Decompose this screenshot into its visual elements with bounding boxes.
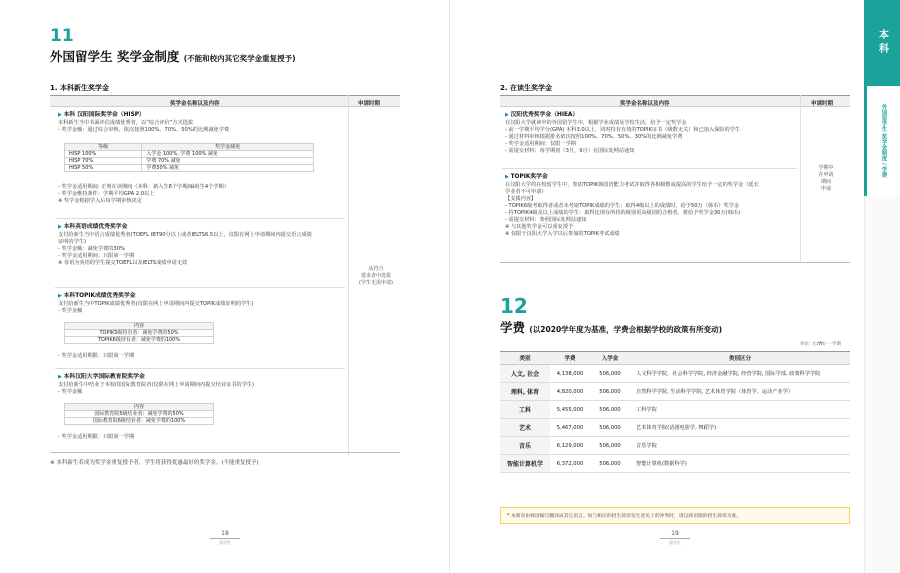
- table-cell: TOPIK6级持有者：减免学费的100%: [65, 337, 214, 344]
- subsection-title: 1. 本科新生奖学金: [50, 84, 109, 92]
- block-line: ※ 仅限于汉阳大学入学以后参加的TOPIK考试成绩: [505, 231, 620, 237]
- block-title: ▶ 本科英语成绩优秀奖学金: [58, 224, 343, 231]
- block-line: - 需提交材料：每学期初（3月，9月）在国际处网站通知: [505, 148, 635, 154]
- admission-cell: 506,000: [590, 437, 630, 455]
- col-header: 类别: [500, 352, 550, 365]
- table-cell: HISP 70%: [65, 158, 142, 165]
- category-cell: 理科, 体育: [500, 383, 550, 401]
- page-number-text: 18: [221, 530, 229, 537]
- admission-cell: 506,000: [590, 401, 630, 419]
- translation-note: * 本简章由韩语编写翻译成其它语言。如与相应的招生简章发生意见上的冲突时，请以韩语版的招生简章为准。: [500, 507, 850, 524]
- tab-undergraduate[interactable]: 本科: [864, 0, 900, 86]
- fee-cell: 4,820,000: [550, 383, 590, 401]
- scholarship-english: [58, 224, 343, 267]
- table-cell: HISP 100%: [65, 151, 142, 158]
- major-cell: 人文科学学院，社会科学学院, 经济金融学院, 经营学院, 国际学部, 政策科学学院: [630, 365, 850, 383]
- block-line: 支付给新生当中语言成绩优秀者(TOEFL IBT90分以上或者IELTS6.5以上，仅限在网上申请期间内提交语言成绩: [58, 232, 312, 238]
- tuition-table: [500, 351, 850, 473]
- table-row: [500, 401, 850, 419]
- tab-area: [864, 196, 900, 573]
- fee-cell: 6,129,000: [550, 437, 590, 455]
- scholarship-iie: [58, 374, 343, 396]
- block-title: ▶ 汉阳优秀奖学金（HIEA）: [505, 112, 795, 119]
- header-period: 申请时期: [811, 101, 834, 107]
- table-cell: TOPIK5级持有者：减免学费的50%: [65, 330, 214, 337]
- section-subtitle: (不能和校内其它奖学金重复授予): [183, 54, 296, 63]
- block-title: ▶ 本科TOPIK成绩优秀奖学金: [58, 293, 343, 300]
- page-number: [210, 530, 240, 546]
- block-line: - 奖学金适用期间：只限第一学期: [58, 253, 135, 259]
- table-header-row: [500, 352, 850, 365]
- block-line: - 奖学金适用期间：仅限一学期: [505, 141, 576, 147]
- page-label: 留学生: [210, 538, 240, 546]
- category-cell: 艺术: [500, 419, 550, 437]
- fee-cell: 5,467,000: [550, 419, 590, 437]
- apply-period-note: [352, 266, 400, 287]
- col-header: 类别区分: [630, 352, 850, 365]
- footnote: ※ 本科新生若成为奖学金重复授予者，学生将获得优惠最好的奖学金。(不能重复授予): [50, 460, 259, 466]
- table-header: [500, 95, 850, 107]
- major-cell: 音乐学院: [630, 437, 850, 455]
- col-header: 入学金: [590, 352, 630, 365]
- block-line: - 需提交材料：参照国际处网站通知: [505, 217, 587, 223]
- unit-label: 单位: 元(₩)/ 一学期: [800, 342, 841, 347]
- fee-cell: 5,455,000: [550, 401, 590, 419]
- apply-line: (学生无需申请): [359, 280, 393, 286]
- divider: [55, 368, 345, 369]
- apply-line: 从符合: [368, 266, 384, 272]
- block-line: 在汉阳大学就读中的外国留学生中，根据学业成绩及学校生活，给予一定奖学金: [505, 120, 687, 126]
- table-cell: 入学金 100%, 学费 100% 减免: [142, 151, 314, 158]
- section-title: [500, 318, 722, 336]
- block-line: - 奖学金适用期限：只限第一学期: [58, 353, 135, 359]
- block-line: ※ 与其他奖学金可以重复授予: [505, 224, 574, 230]
- block-line: - 奖学金额：减免学费的30%: [58, 246, 125, 252]
- major-cell: 艺术体育学院(话剧电影学, 舞蹈学): [630, 419, 850, 437]
- table-cell: 学费50% 减免: [142, 165, 314, 172]
- major-cell: 自然科学学院, 生活科学学院, 艺术体育学院（体育学，运动产业学）: [630, 383, 850, 401]
- scholarship-hisp: [58, 112, 343, 134]
- block-line: - 奖学金额: [58, 389, 83, 395]
- admission-cell: 506,000: [590, 365, 630, 383]
- apply-period-note: [802, 165, 850, 193]
- section-number: 12: [500, 294, 528, 318]
- section-title-text: 外国留学生 奖学金制度: [50, 49, 180, 64]
- col-header: 学费: [550, 352, 590, 365]
- col-header: 等级: [65, 144, 142, 151]
- fee-cell: 4,138,000: [550, 365, 590, 383]
- apply-line: 要求者中选拔: [360, 273, 391, 279]
- table-cell: 国际教育院6级结业者：减免学费的100%: [65, 418, 214, 425]
- fee-cell: 6,372,000: [550, 455, 590, 473]
- block-line: - TOPIK6级考取得者或者未考取TOPIK成绩的学生：取得4级以上的成绩时，给予50万（韩币）奖学金: [505, 203, 740, 209]
- block-line: - 奖学金额: [58, 308, 83, 314]
- table-row: [500, 383, 850, 401]
- block-line: - 通过材料审核根据排名依次按照100%、70%、50%、30%的比例减免学费: [505, 134, 683, 140]
- column-divider: [800, 95, 801, 263]
- block-line: - 前一学期平均学分(GPA) 本科3.0以上，同时持有有效的TOPIK证书（级数无关）和已加入保险的学生: [505, 127, 741, 133]
- table-row: [500, 437, 850, 455]
- block-title: ▶ TOPIK奖学金: [505, 174, 795, 181]
- category-cell: 人文, 社会: [500, 365, 550, 383]
- tab-scholarship-tuition[interactable]: 外国留学生 奖学金制度 / 学费: [864, 86, 900, 196]
- iie-notes: [58, 434, 343, 441]
- col-header: 奖学金减免: [142, 144, 314, 151]
- block-line: 支付给新生当中TOPIK成绩优秀者(仅限在网上申请期间内提交TOPIK成绩证明的学生): [58, 301, 254, 307]
- divider: [502, 168, 797, 169]
- block-line: - 奖学金额：通过综合审核，依次按照100%、70%、50%的比例减免学费: [58, 127, 230, 133]
- apply-line: 学期中: [818, 165, 834, 171]
- block-line: ※ 奖学金根据学入后每学期审核决定: [58, 198, 142, 204]
- scholarship-hiea: [505, 112, 795, 155]
- scholarship-topik: [58, 293, 343, 315]
- admission-cell: 506,000: [590, 419, 630, 437]
- table-cell: 国际教育院5级结业者：减免学费的50%: [65, 411, 214, 418]
- scholarship-topik-current: [505, 174, 795, 238]
- hisp-notes: [58, 184, 343, 205]
- apply-line: 申请: [820, 186, 831, 192]
- table-cell: 学费 70% 减免: [142, 158, 314, 165]
- topik-notes: [58, 353, 343, 360]
- divider: [55, 218, 345, 219]
- divider: [55, 287, 345, 288]
- block-line: 证明的学生): [58, 239, 86, 245]
- block-line: - 奖学金适用期间: 正规在读期间（本科：新入生8个学期/编组生4个学期）: [58, 184, 229, 190]
- block-line: - 奖学金维持条件：学期平均GPA 2.0以上: [58, 191, 155, 197]
- topik-table: [64, 322, 214, 344]
- column-divider: [348, 95, 349, 455]
- section-title: [50, 47, 296, 65]
- admission-cell: 506,000: [590, 455, 630, 473]
- hisp-table: [64, 143, 314, 172]
- apply-line: 期间: [820, 179, 831, 185]
- table-row: [500, 455, 850, 473]
- category-cell: 音乐: [500, 437, 550, 455]
- block-title: ▶ 本科汉阳大学国际教育院奖学金: [58, 374, 343, 381]
- iie-table: [64, 403, 214, 425]
- table-bottom: [500, 262, 850, 263]
- category-cell: 智能计算机学: [500, 455, 550, 473]
- major-cell: 智能计算机(数据科学): [630, 455, 850, 473]
- table-cell: HISP 50%: [65, 165, 142, 172]
- block-line: 【支援内容】: [505, 196, 537, 202]
- block-line: - 奖学金适用期限：只限第一学期: [58, 434, 135, 440]
- page-label: 留学生: [660, 538, 690, 546]
- col-header: 内容: [65, 404, 214, 411]
- right-page: [450, 0, 900, 573]
- subsection-title: 2. 在读生奖学金: [500, 84, 552, 92]
- category-cell: 工科: [500, 401, 550, 419]
- major-cell: 工科学院: [630, 401, 850, 419]
- table-row: [500, 419, 850, 437]
- table-row: [500, 365, 850, 383]
- page-number: [660, 530, 690, 546]
- section-subtitle: (以2020学年度为基准，学费会根据学校的政策有所变动): [529, 325, 723, 334]
- header-period: 申请时期: [358, 101, 381, 107]
- apply-line: 在申请: [818, 172, 834, 178]
- section-number: 11: [50, 26, 74, 46]
- block-line: 在汉阳大学的在校留学生中，参加TOPIK韩国语能力考试并取得各相级数或提高的学生给予一定的奖学金（延长: [505, 182, 759, 188]
- block-line: - 持TOPIK4级及以上成绩的学生：取得比现在所持的级别更高级别的合格者，将给予奖学金30万(韩币): [505, 210, 741, 216]
- block-line: 本科新生当中书面评估成绩优秀者，以“综合评价”方式选拔: [58, 120, 194, 126]
- header-name: 奖学金名称以及内容: [620, 101, 670, 107]
- header-name: 奖学金名称以及内容: [170, 101, 220, 107]
- col-header: 内容: [65, 323, 214, 330]
- admission-cell: 506,000: [590, 383, 630, 401]
- block-line: ※ 母语为英语的学生提交TOEFL以及IELTS成绩申请无效: [58, 260, 188, 266]
- table-bottom: [50, 452, 400, 453]
- block-title: ▶ 本科 汉阳国际奖学金（HISP）: [58, 112, 343, 119]
- block-line: 支付给新生中结业于本校的国际教育院者(仅限在网上申请期间内提交结业证书的学生): [58, 382, 254, 388]
- section-title-text: 学费: [500, 320, 526, 335]
- page-number-text: 19: [671, 530, 679, 537]
- block-line: 学业者不可申请）: [505, 189, 547, 195]
